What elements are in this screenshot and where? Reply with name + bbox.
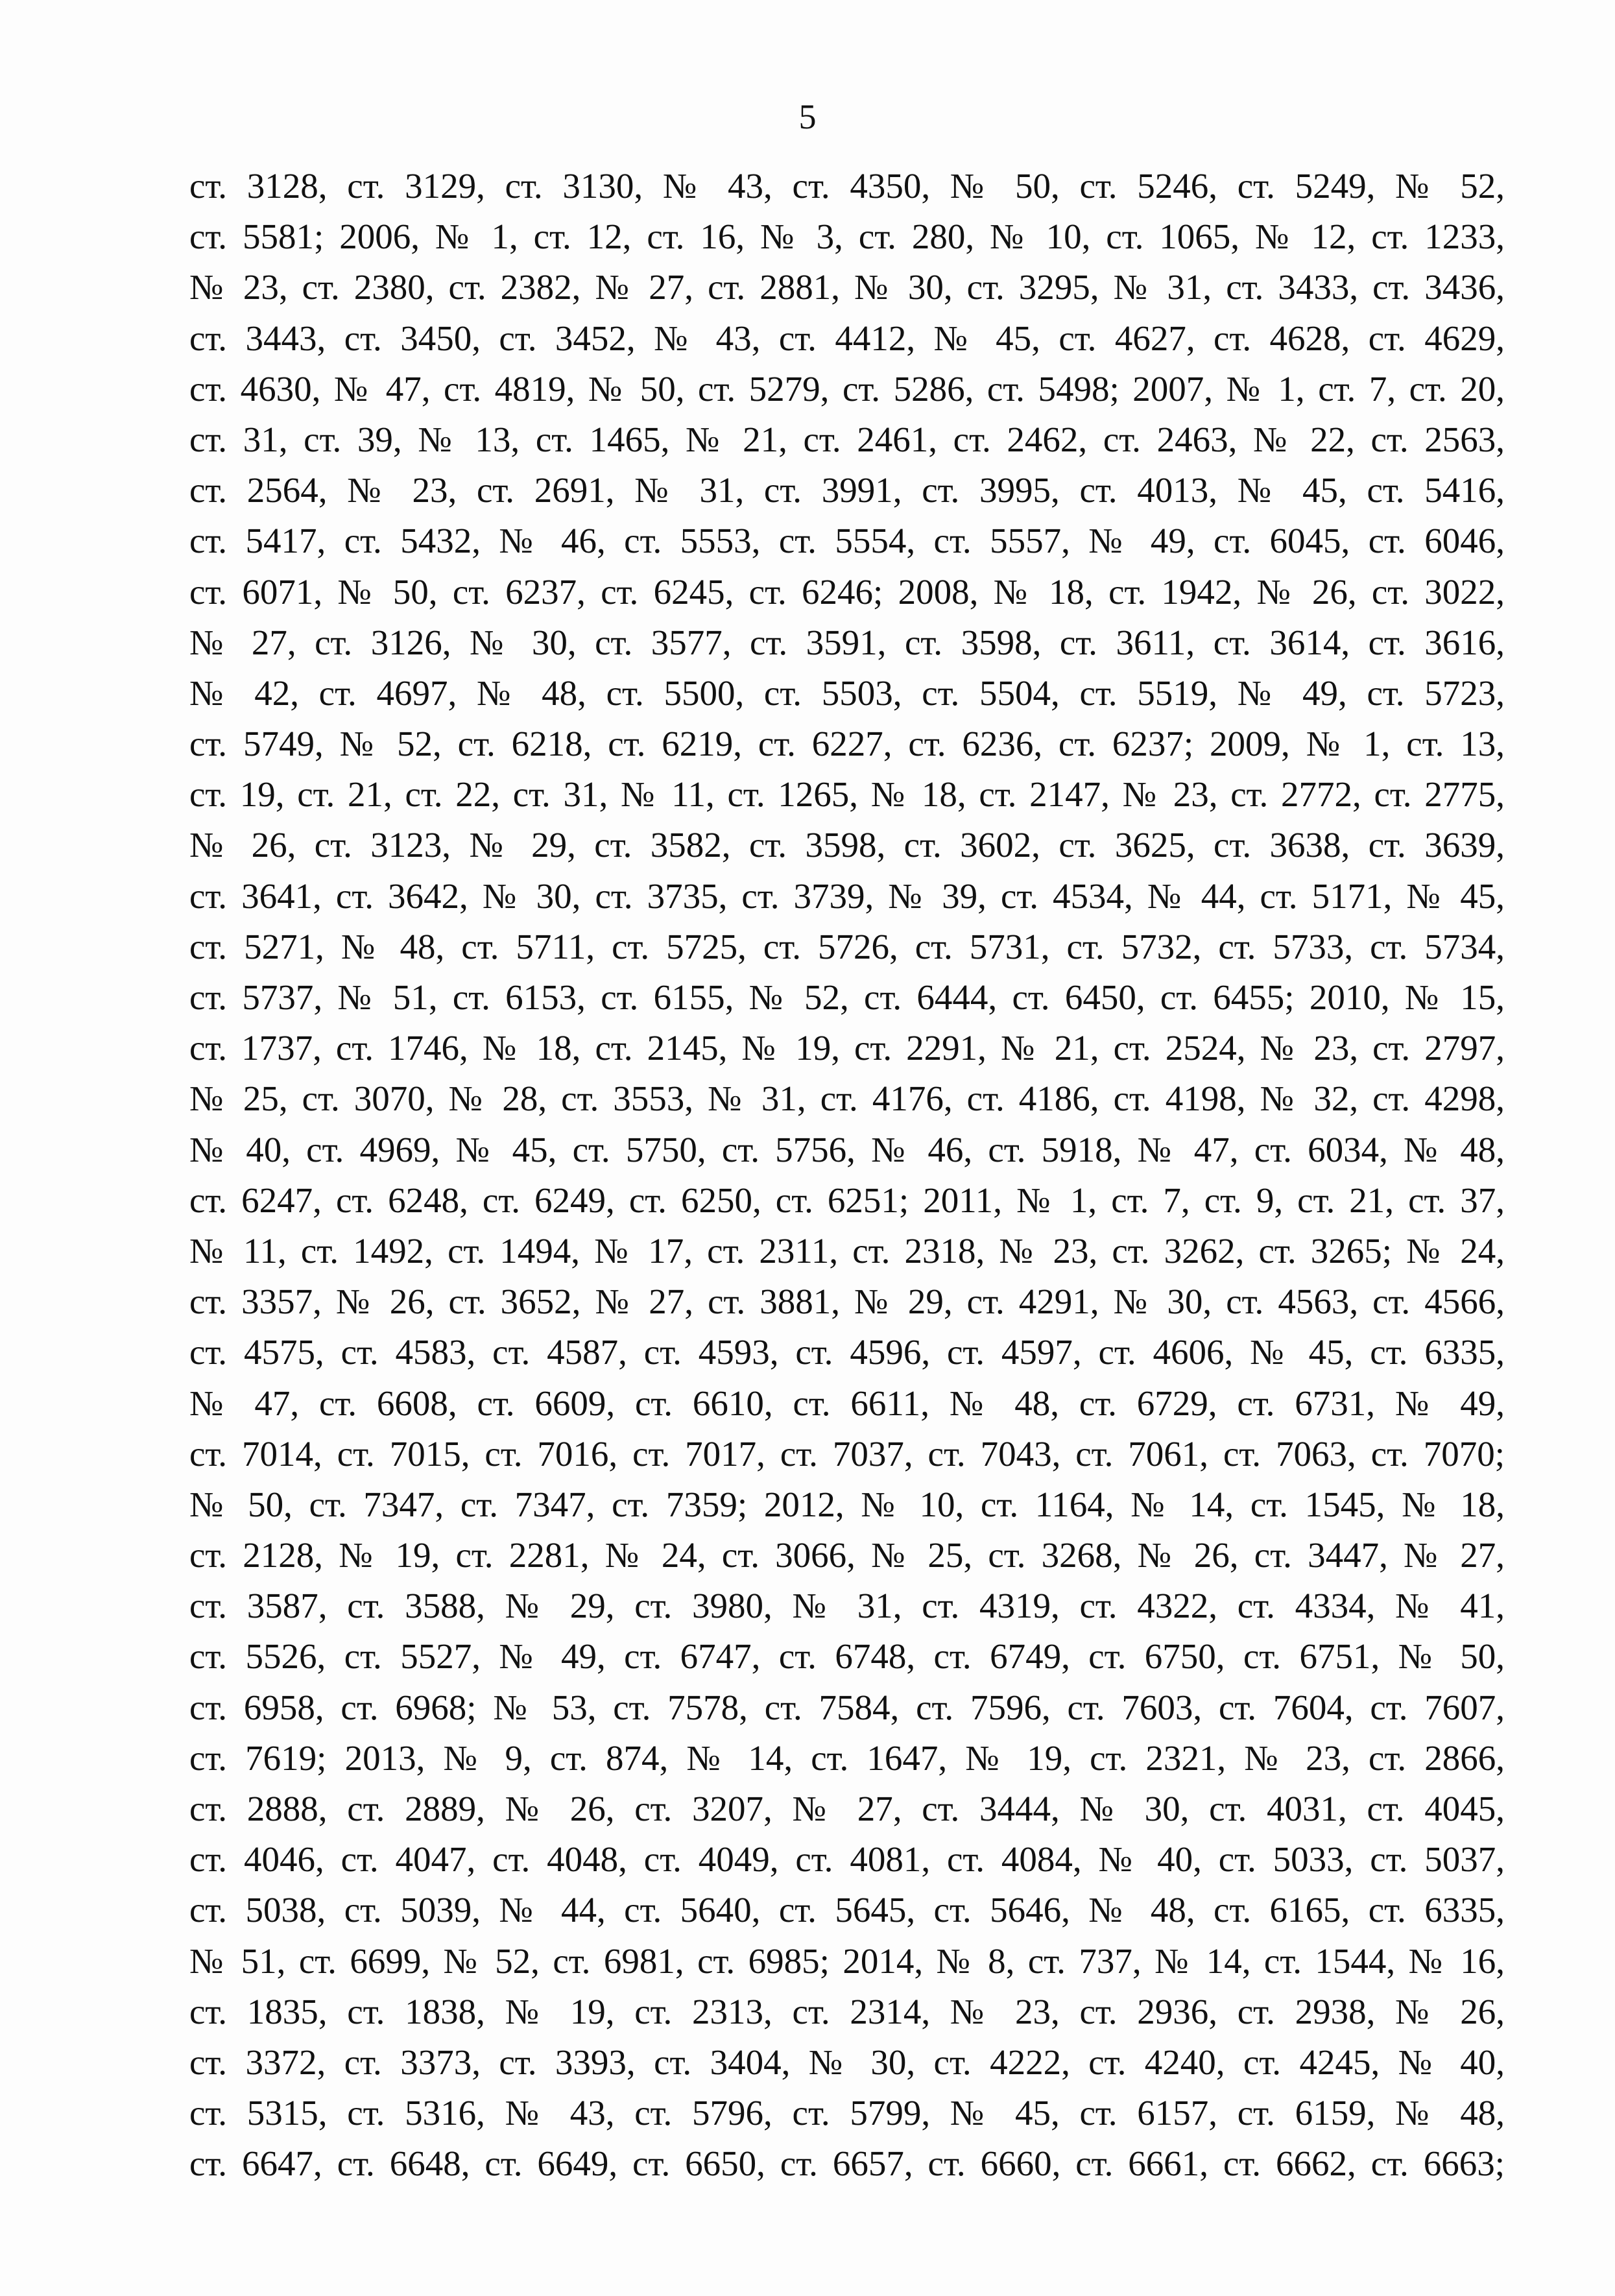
- text-line: № 11, ст. 1492, ст. 1494, № 17, ст. 2311, ст. 2318, № 23, ст. 3262, ст. 3265; № 24,: [189, 1230, 1505, 1271]
- text-line: ст. 3641, ст. 3642, № 30, ст. 3735, ст. 3739, № 39, ст. 4534, № 44, ст. 5171, № 45,: [189, 876, 1505, 916]
- text-line: ст. 6647, ст. 6648, ст. 6649, ст. 6650, ст. 6657, ст. 6660, ст. 6661, ст. 6662, ст. 6663;: [189, 2144, 1505, 2184]
- text-line: ст. 5038, ст. 5039, № 44, ст. 5640, ст. 5645, ст. 5646, № 48, ст. 6165, ст. 6335,: [189, 1890, 1505, 1930]
- text-line: ст. 5737, № 51, ст. 6153, ст. 6155, № 52, ст. 6444, ст. 6450, ст. 6455; 2010, № 15,: [189, 977, 1505, 1017]
- text-line: № 42, ст. 4697, № 48, ст. 5500, ст. 5503, ст. 5504, ст. 5519, № 49, ст. 5723,: [189, 673, 1505, 713]
- text-line: ст. 5417, ст. 5432, № 46, ст. 5553, ст. 5554, ст. 5557, № 49, ст. 6045, ст. 6046,: [189, 521, 1505, 561]
- text-line: ст. 3443, ст. 3450, ст. 3452, № 43, ст. 4412, № 45, ст. 4627, ст. 4628, ст. 4629,: [189, 318, 1505, 358]
- text-line: ст. 5315, ст. 5316, № 43, ст. 5796, ст. 5799, № 45, ст. 6157, ст. 6159, № 48,: [189, 2093, 1505, 2133]
- text-line: ст. 4630, № 47, ст. 4819, № 50, ст. 5279, ст. 5286, ст. 5498; 2007, № 1, ст. 7, ст. 20,: [189, 368, 1505, 409]
- text-line: ст. 5749, № 52, ст. 6218, ст. 6219, ст. 6227, ст. 6236, ст. 6237; 2009, № 1, ст. 13,: [189, 724, 1505, 764]
- text-line: № 27, ст. 3126, № 30, ст. 3577, ст. 3591, ст. 3598, ст. 3611, ст. 3614, ст. 3616,: [189, 622, 1505, 662]
- text-line: ст. 3587, ст. 3588, № 29, ст. 3980, № 31, ст. 4319, ст. 4322, ст. 4334, № 41,: [189, 1586, 1505, 1626]
- text-line: № 25, ст. 3070, № 28, ст. 3553, № 31, ст. 4176, ст. 4186, ст. 4198, № 32, ст. 4298,: [189, 1079, 1505, 1119]
- text-line: ст. 2888, ст. 2889, № 26, ст. 3207, № 27, ст. 3444, № 30, ст. 4031, ст. 4045,: [189, 1789, 1505, 1828]
- text-line: ст. 7619; 2013, № 9, ст. 874, № 14, ст. 1647, № 19, ст. 2321, № 23, ст. 2866,: [189, 1738, 1505, 1778]
- page-number: 5: [798, 97, 817, 136]
- text-line: № 40, ст. 4969, № 45, ст. 5750, ст. 5756, № 46, ст. 5918, № 47, ст. 6034, № 48,: [189, 1129, 1505, 1169]
- text-line: ст. 7014, ст. 7015, ст. 7016, ст. 7017, ст. 7037, ст. 7043, ст. 7061, ст. 7063, ст. 7070;: [189, 1433, 1505, 1474]
- text-line: ст. 4046, ст. 4047, ст. 4048, ст. 4049, ст. 4081, ст. 4084, № 40, ст. 5033, ст. 5037,: [189, 1839, 1505, 1880]
- text-line: № 51, ст. 6699, № 52, ст. 6981, ст. 6985; 2014, № 8, ст. 737, № 14, ст. 1544, № 16,: [189, 1941, 1505, 1981]
- text-line: ст. 5271, № 48, ст. 5711, ст. 5725, ст. 5726, ст. 5731, ст. 5732, ст. 5733, ст. 5734,: [189, 926, 1505, 966]
- text-line: ст. 2564, № 23, ст. 2691, № 31, ст. 3991, ст. 3995, ст. 4013, № 45, ст. 5416,: [189, 470, 1505, 510]
- text-line: ст. 19, ст. 21, ст. 22, ст. 31, № 11, ст. 1265, № 18, ст. 2147, № 23, ст. 2772, ст. 2775,: [189, 774, 1505, 815]
- text-line: ст. 3372, ст. 3373, ст. 3393, ст. 3404, № 30, ст. 4222, ст. 4240, ст. 4245, № 40,: [189, 2042, 1505, 2082]
- text-line: ст. 1737, ст. 1746, № 18, ст. 2145, № 19, ст. 2291, № 21, ст. 2524, № 23, ст. 2797,: [189, 1028, 1505, 1068]
- text-line: ст. 6071, № 50, ст. 6237, ст. 6245, ст. 6246; 2008, № 18, ст. 1942, № 26, ст. 3022,: [189, 571, 1505, 612]
- citation-text-block: [189, 161, 1505, 2190]
- text-line: № 50, ст. 7347, ст. 7347, ст. 7359; 2012, № 10, ст. 1164, № 14, ст. 1545, № 18,: [189, 1484, 1505, 1524]
- text-line: № 23, ст. 2380, ст. 2382, № 27, ст. 2881, № 30, ст. 3295, № 31, ст. 3433, ст. 3436,: [189, 267, 1505, 307]
- text-line: ст. 5526, ст. 5527, № 49, ст. 6747, ст. 6748, ст. 6749, ст. 6750, ст. 6751, № 50,: [189, 1636, 1505, 1677]
- text-line: ст. 3357, № 26, ст. 3652, № 27, ст. 3881, № 29, ст. 4291, № 30, ст. 4563, ст. 4566,: [189, 1282, 1505, 1322]
- text-line: ст. 3128, ст. 3129, ст. 3130, № 43, ст. 4350, № 50, ст. 5246, ст. 5249, № 52,: [189, 166, 1505, 206]
- text-line: ст. 2128, № 19, ст. 2281, № 24, ст. 3066, № 25, ст. 3268, № 26, ст. 3447, № 27,: [189, 1535, 1505, 1575]
- text-line: ст. 6247, ст. 6248, ст. 6249, ст. 6250, ст. 6251; 2011, № 1, ст. 7, ст. 9, ст. 21, ст. 37,: [189, 1180, 1505, 1220]
- text-line: ст. 5581; 2006, № 1, ст. 12, ст. 16, № 3, ст. 280, № 10, ст. 1065, № 12, ст. 1233,: [189, 217, 1505, 257]
- text-line: № 47, ст. 6608, ст. 6609, ст. 6610, ст. 6611, № 48, ст. 6729, ст. 6731, № 49,: [189, 1383, 1505, 1423]
- text-line: ст. 31, ст. 39, № 13, ст. 1465, № 21, ст. 2461, ст. 2462, ст. 2463, № 22, ст. 2563,: [189, 419, 1505, 459]
- text-line: ст. 1835, ст. 1838, № 19, ст. 2313, ст. 2314, № 23, ст. 2936, ст. 2938, № 26,: [189, 1991, 1505, 2031]
- text-line: ст. 4575, ст. 4583, ст. 4587, ст. 4593, ст. 4596, ст. 4597, ст. 4606, № 45, ст. 6335,: [189, 1332, 1505, 1372]
- text-line: № 26, ст. 3123, № 29, ст. 3582, ст. 3598, ст. 3602, ст. 3625, ст. 3638, ст. 3639,: [189, 825, 1505, 865]
- text-line: ст. 6958, ст. 6968; № 53, ст. 7578, ст. 7584, ст. 7596, ст. 7603, ст. 7604, ст. 7607,: [189, 1687, 1505, 1727]
